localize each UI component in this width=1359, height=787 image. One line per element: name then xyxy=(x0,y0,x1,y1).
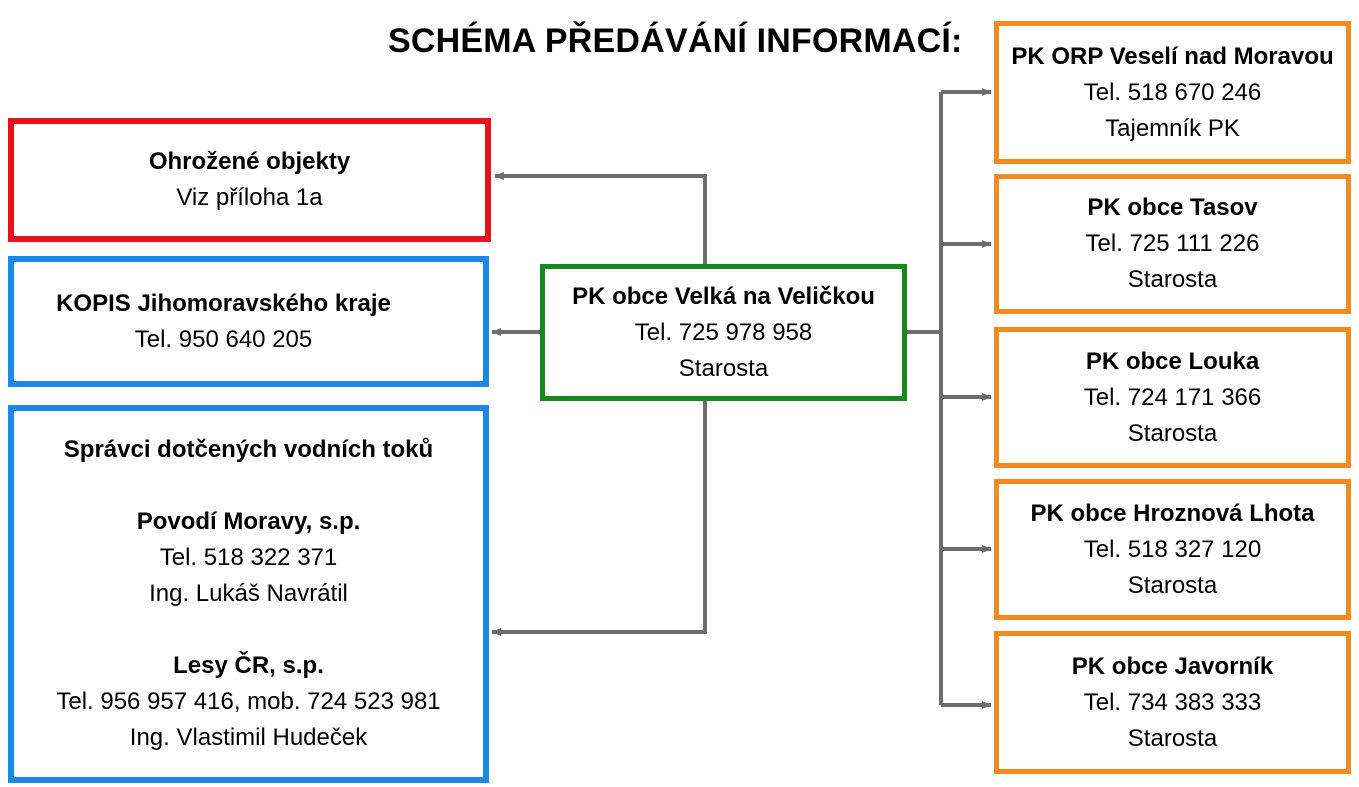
kopis-box xyxy=(8,256,489,387)
right-name: PK ORP Veselí nad Moravou xyxy=(1011,42,1334,70)
threatened-detail: Viz příloha 1a xyxy=(176,184,323,211)
right-box-3 xyxy=(994,327,1351,468)
right-phone: Tel. 724 171 366 xyxy=(1083,383,1262,411)
right-phone: Tel. 734 383 333 xyxy=(1083,688,1262,716)
right-name: PK obce Hroznová Lhota xyxy=(1030,499,1315,527)
right-box-2 xyxy=(994,174,1351,314)
arrow-to-water-managers xyxy=(492,400,705,632)
threatened-title: Ohrožené objekty xyxy=(148,148,351,175)
center-box xyxy=(540,264,907,401)
lesy-phone: Tel. 956 957 416, mob. 724 523 981 xyxy=(56,688,441,715)
right-name: PK obce Louka xyxy=(1085,347,1260,375)
center-phone: Tel. 725 978 958 xyxy=(634,318,813,346)
right-trunk xyxy=(905,92,941,705)
povodi-person: Ing. Lukáš Navrátil xyxy=(149,580,348,607)
right-phone: Tel. 518 670 246 xyxy=(1083,78,1262,106)
right-role: Starosta xyxy=(1127,266,1218,293)
right-box-5 xyxy=(994,631,1351,774)
right-box-1 xyxy=(994,21,1351,164)
center-name: PK obce Velká na Veličkou xyxy=(572,282,875,310)
right-name: PK obce Tasov xyxy=(1087,194,1258,221)
right-phone: Tel. 725 111 226 xyxy=(1085,230,1260,257)
povodi-phone: Tel. 518 322 371 xyxy=(159,544,338,571)
lesy-person: Ing. Vlastimil Hudeček xyxy=(129,724,368,751)
right-phone: Tel. 518 327 120 xyxy=(1083,535,1262,563)
diagram-title: SCHÉMA PŘEDÁVÁNÍ INFORMACÍ: xyxy=(388,22,963,60)
arrow-to-threatened xyxy=(495,176,705,266)
water-managers-heading: Správci dotčených vodních toků xyxy=(63,436,434,463)
center-role: Starosta xyxy=(678,354,769,382)
povodi-name: Povodí Moravy, s.p. xyxy=(136,508,361,535)
right-role: Starosta xyxy=(1127,571,1218,599)
lesy-name: Lesy ČR, s.p. xyxy=(173,652,324,679)
kopis-title: KOPIS Jihomoravského kraje xyxy=(56,289,391,317)
right-role: Tajemník PK xyxy=(1105,114,1240,142)
right-name: PK obce Javorník xyxy=(1071,652,1274,680)
right-role: Starosta xyxy=(1127,419,1218,447)
water-managers-box xyxy=(8,405,489,783)
threatened-objects-box xyxy=(8,118,491,242)
kopis-phone: Tel. 950 640 205 xyxy=(134,325,313,353)
right-box-4 xyxy=(994,479,1351,620)
right-role: Starosta xyxy=(1127,724,1218,752)
